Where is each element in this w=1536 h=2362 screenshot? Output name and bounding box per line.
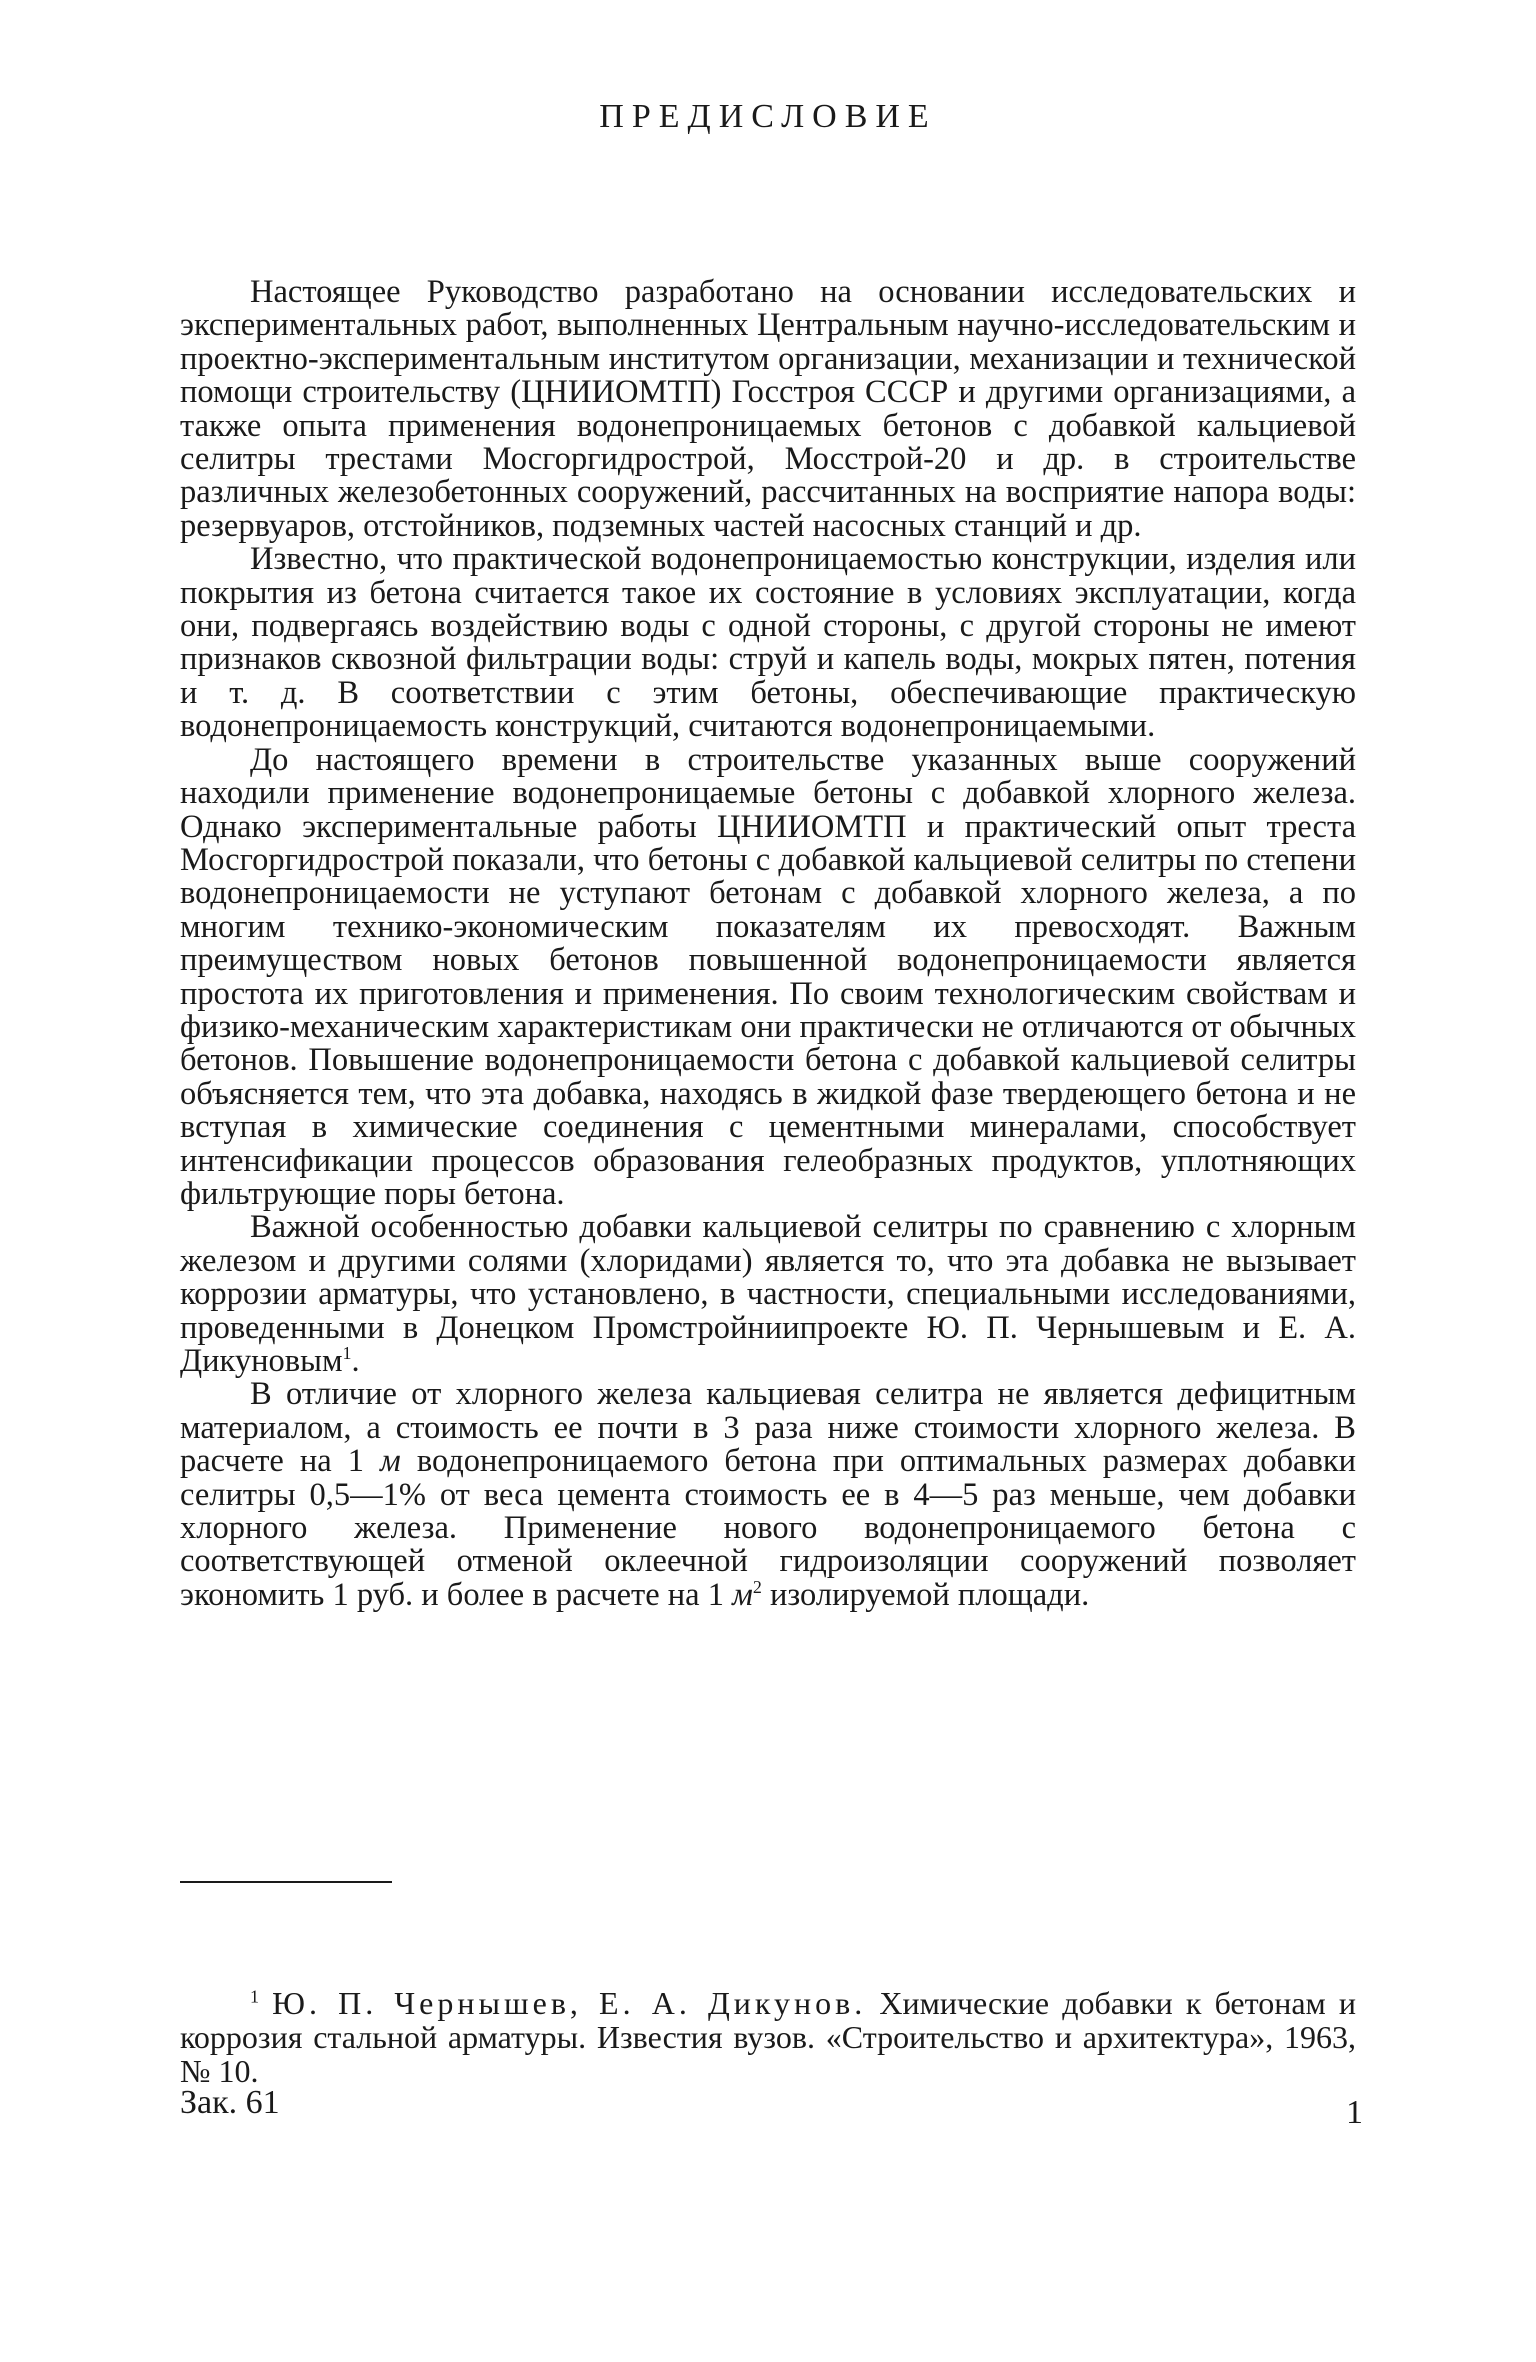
footnote [180, 1986, 1356, 2088]
footnote-text [180, 1986, 1356, 2088]
unit-cubic-meter: м [380, 1443, 401, 1480]
page-title: ПРЕДИСЛОВИЕ [599, 98, 937, 135]
paragraph-5 [180, 1378, 1356, 1612]
paragraph-1: Настоящее Руководство разработано на основании исследовательских и экспериментальных работ, выполненных Центральным научно-исследовательским и проектно-экспериментальным институтом организации, механизации и технической помощи строительству (ЦНИИОМТП) Госстроя СССР и другими организациями, а также опыта применения водонепроницаемых бетонов с добавкой кальциевой селитры трестами Мосгоргидрострой, Мосстрой-20 и др. в строительстве различных железобетонных сооружений, рассчитанных на восприятие напора воды: резервуаров, отстойников, подземных частей насосных станций и др. [180, 274, 1356, 544]
footnote-authors: Ю. П. Чернышев, Е. А. Дикунов. [272, 1985, 867, 2021]
paragraph-3: До настоящего времени в строительстве указанных выше сооружений находили применение водонепроницаемые бетоны с добавкой хлорного железа. Однако экспериментальные работы ЦНИИОМТП и практический опыт треста Мосгоргидрострой показали, что бетоны с добавкой кальциевой селитры по степени водонепроницаемости не уступают бетонам с добавкой хлорного железа, а по многим технико-экономическим показателям их превосходят. Важным преимуществом новых бетонов повышенной водонепроницаемости является простота их приготовления и применения. По своим технологическим свойствам и физико-механическим характеристикам они практически не отличаются от обычных бетонов. Повышение водонепроницаемости бетона с добавкой кальциевой селитры объясняется тем, что эта добавка, находясь в жидкой фазе твердеющего бетона и не вступая в химические соединения с цементными минералами, способствует интенсификации процессов образования гелеобразных продуктов, уплотняющих фильтрующие поры бетона. [180, 741, 1356, 1212]
page-number: 1 [1346, 2094, 1363, 2131]
footnote-body: Химические добавки к бетонам и коррозия стальной арматуры. Известия вузов. «Строительство и архитектура», 1963, № 10. [180, 1985, 1357, 2089]
paragraph-4 [180, 1211, 1356, 1378]
unit-square-exponent: 2 [752, 1577, 762, 1598]
paragraph-2: Известно, что практической водонепроницаемостью конструкции, изделия или покрытия из бетона считается такое их состояние в условиях эксплуатации, когда они, подвергаясь воздействию воды с одной стороны, с другой стороны не имеют признаков сквозной фильтрации воды: струй и капель воды, мокрых пятен, потения и т. д. В соответствии с этим бетоны, обеспечивающие практическую водонепроницаемость конструкций, считаются водонепроницаемыми. [180, 541, 1356, 745]
unit-square-meter: м [732, 1576, 753, 1613]
order-label: Зак. 61 [180, 2084, 280, 2121]
paragraph-5-part-3: изолируемой площади. [761, 1576, 1090, 1613]
paragraph-4-end: . [351, 1343, 360, 1379]
footnote-divider [180, 1881, 392, 1883]
paragraph-5-part-2: водонепроницаемого бетона при оптимальных размерах добавки селитры 0,5—1% от веса цемента стоимость ее в 4—5 раз меньше, чем добавки хлорного железа. Применение нового водонепроницаемого бетона с соответствующей отменой оклеечной гидроизоляции сооружений позволяет экономить 1 руб. и более в расчете на 1 [180, 1443, 1357, 1613]
footnote-reference[interactable]: 1 [342, 1343, 352, 1364]
paragraph-5-part-1: В отличие от хлорного железа кальциевая селитра не является дефицитным материалом, а стоимость ее почти в 3 раза ниже стоимости хлорного железа. В расчете на 1 [180, 1376, 1356, 1480]
paragraph-4-text: Важной особенностью добавки кальциевой селитры по сравнению с хлорным железом и другими солями (хлоридами) является то, что эта добавка не вызывает коррозии арматуры, что установлено, в частности, специальными исследованиями, проведенными в Донецком Промстройниипроекте Ю. П. Чернышевым и Е. А. Дикуновым [180, 1209, 1356, 1379]
body-text [180, 276, 1356, 1612]
footnote-marker: 1 [250, 1986, 259, 2007]
